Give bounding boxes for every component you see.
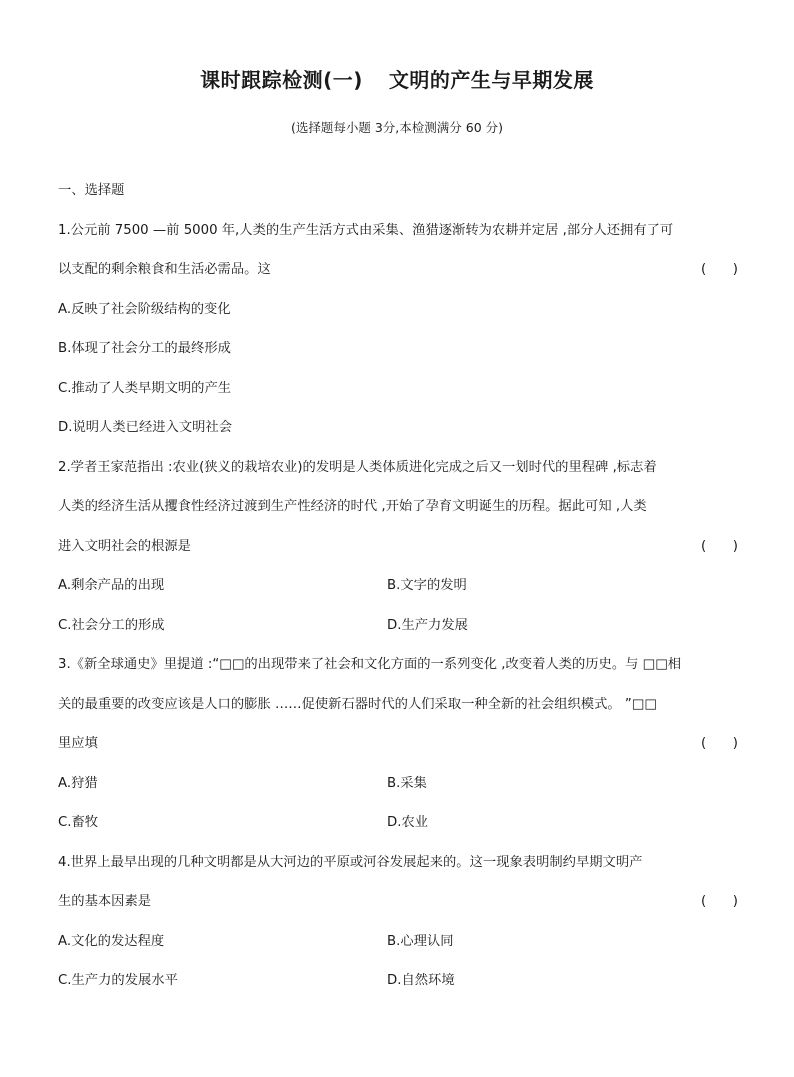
q4-option-b: B.心理认同: [387, 933, 454, 949]
page-subtitle: (选择题每小题 3分,本检测满分 60 分): [290, 120, 503, 135]
q3-stem-text: 里应填: [58, 736, 98, 751]
q2-stem-line-1: 2.学者王家范指出 :农业(狭义的栽培农业)的发明是人类体质进化完成之后又一划时代的里程碑 ,标志着: [58, 459, 657, 475]
q4-option-a: A.文化的发达程度: [58, 933, 165, 949]
q2-options-row-2: [58, 613, 738, 653]
q3-option-b: B.采集: [387, 775, 427, 791]
title-part-2: 文明的产生与早期发展: [388, 68, 594, 92]
q3-option-a: A.狩猎: [58, 775, 98, 791]
q1-option-d: D.说明人类已经进入文明社会: [58, 420, 233, 435]
q4-stem-line-1: 4.世界上最早出现的几种文明都是从大河边的平原或河谷发展起来的。这一现象表明制约早期文明产: [58, 854, 643, 870]
q4-options-row-2: [58, 968, 738, 1008]
q2-option-d: D.生产力发展: [387, 617, 468, 633]
q1-answer-bracket: ( ): [701, 262, 738, 277]
section-heading: 一、选择题: [58, 183, 125, 198]
q1-stem-text: 以支配的剩余粮食和生活必需品。这: [58, 262, 271, 277]
q2-option-c: C.社会分工的形成: [58, 617, 165, 633]
q2-stem-line-2: 人类的经济生活从攫食性经济过渡到生产性经济的时代 ,开始了孕育文明诞生的历程。据此可知 ,人类: [58, 499, 647, 514]
q4-stem-text: 生的基本因素是: [58, 894, 152, 909]
q3-stem-line-3: [58, 731, 738, 771]
q4-stem-line-2: [58, 889, 738, 929]
q2-option-b: B.文字的发明: [387, 578, 467, 593]
q4-option-c: C.生产力的发展水平: [58, 973, 178, 988]
q4-option-d: D.自然环境: [387, 973, 455, 988]
q3-answer-bracket: ( ): [701, 736, 738, 751]
q4-options-row-1: [58, 929, 738, 969]
question-content: [58, 178, 738, 1008]
q1-option-a: A.反映了社会阶级结构的变化: [58, 301, 231, 317]
q2-option-a: A.剩余产品的出现: [58, 578, 165, 593]
page-title: [0, 64, 794, 93]
q2-answer-bracket: ( ): [701, 538, 738, 554]
q1-stem-line-2: [58, 257, 738, 297]
q2-stem-line-3: [58, 534, 738, 574]
q3-stem-line-1: 3.《新全球通史》里提道 :“□□的出现带来了社会和文化方面的一系列变化 ,改变着人类的历史。与 □□相: [58, 657, 682, 672]
q2-options-row-1: [58, 573, 738, 613]
q3-stem-line-2: 关的最重要的改变应该是人口的膨胀 ……促使新石器时代的人们采取一种全新的社会组织模式。 ”□□: [58, 696, 657, 712]
q1-stem-line-1: 1.公元前 7500 —前 5000 年,人类的生产生活方式由采集、渔猎逐渐转为农耕并定居 ,部分人还拥有了可: [58, 222, 674, 238]
q1-option-c: C.推动了人类早期文明的产生: [58, 380, 232, 396]
q3-options-row-2: [58, 810, 738, 850]
q3-option-d: D.农业: [387, 815, 429, 830]
q3-option-c: C.畜牧: [58, 815, 99, 830]
q4-answer-bracket: ( ): [701, 894, 738, 909]
q2-stem-text: 进入文明社会的根源是: [58, 538, 191, 554]
q1-option-b: B.体现了社会分工的最终形成: [58, 341, 231, 356]
title-part-1: 课时跟踪检测(一): [200, 68, 363, 92]
q3-options-row-1: [58, 771, 738, 811]
